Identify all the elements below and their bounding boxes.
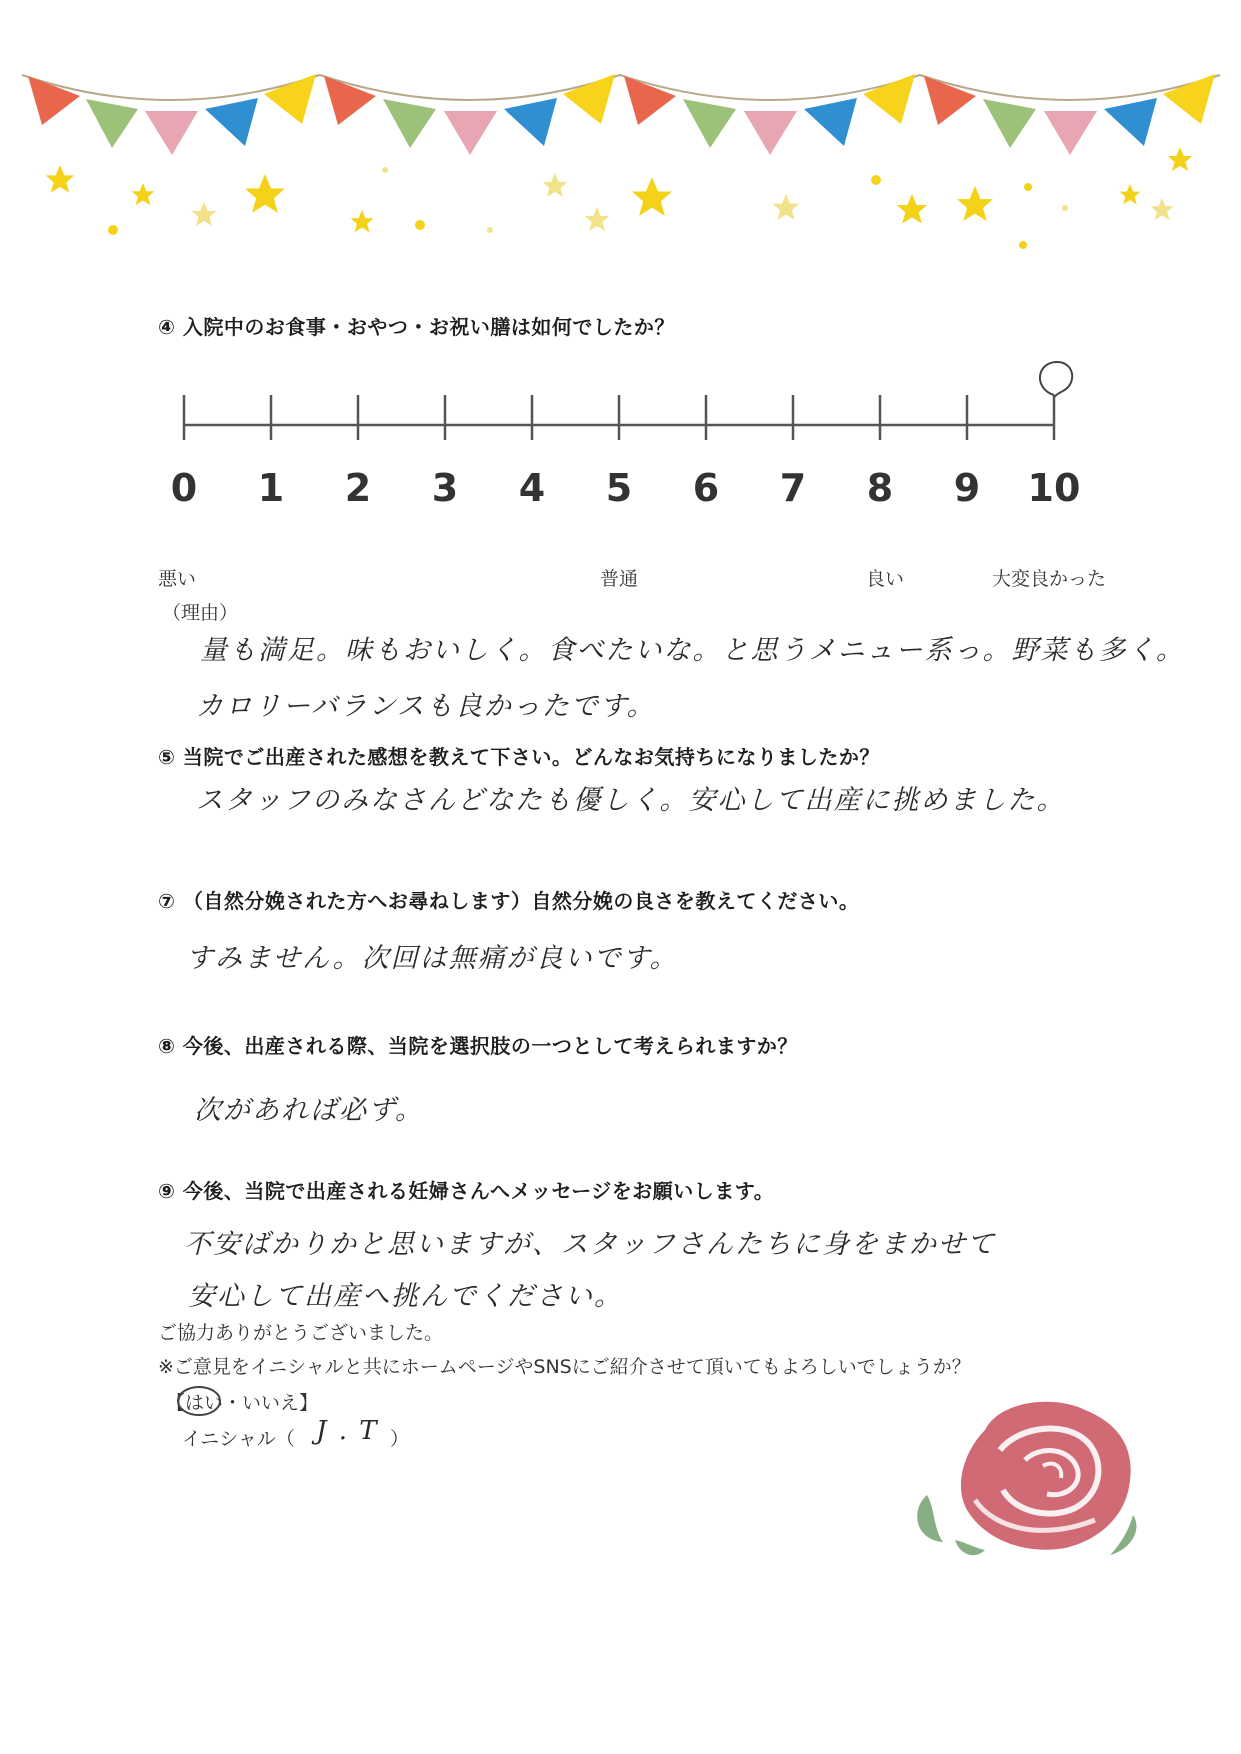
scale-label-7: 7 [779, 466, 807, 510]
q8-answer: 次があれば必ず。 [194, 1095, 424, 1126]
star-icon [1151, 198, 1174, 220]
scale-label-1: 1 [257, 466, 285, 510]
scale-label-8: 8 [866, 466, 894, 510]
bunting-flag [205, 98, 258, 146]
consent-yes-circle [175, 1382, 225, 1420]
bunting-flag [444, 111, 497, 155]
selected-value-circle [1040, 362, 1072, 397]
thanks-text: ご協力ありがとうございました。 [158, 1322, 444, 1344]
dot-icon [1024, 183, 1032, 191]
bunting-flag [504, 98, 557, 146]
bunting-banner [0, 0, 1241, 270]
dot-icon [415, 220, 425, 230]
initials-close: ） [390, 1428, 410, 1450]
star-icon [897, 194, 927, 224]
rating-scale [170, 355, 1090, 445]
star-icon [46, 165, 75, 193]
scale-label-9: 9 [953, 466, 981, 510]
bunting-flag [744, 111, 797, 155]
scale-label-10: 10 [1027, 466, 1081, 510]
bunting-flag [863, 74, 915, 124]
scale-label-0: 0 [170, 466, 198, 510]
question-9-title: ⑨ 今後、当院で出産される妊婦さんへメッセージをお願いします。 [158, 1179, 775, 1203]
bunting-flag [804, 98, 857, 146]
bunting-flag [1163, 74, 1215, 124]
star-icon [1168, 147, 1193, 171]
bunting-flag [983, 99, 1036, 148]
q4-answer-line-2: カロリーバランスも良かったです。 [196, 691, 656, 722]
question-8-title: ⑧ 今後、出産される際、当院を選択肢の一つとして考えられますか？ [158, 1034, 798, 1058]
dot-icon [1019, 241, 1027, 249]
q9-answer-line-1: 不安ばかりかと思いますが、スタッフさんたちに身をまかせて [184, 1229, 996, 1260]
scale-label-5: 5 [605, 466, 633, 510]
anchor-bad: 悪い [158, 568, 197, 590]
scale-label-2: 2 [344, 466, 372, 510]
bunting-flag [1104, 98, 1157, 146]
question-5-title: ⑤ 当院でご出産された感想を教えて下さい。どんなお気持ちになりましたか？ [158, 745, 880, 769]
bunting-flag [264, 74, 316, 124]
scale-label-6: 6 [692, 466, 720, 510]
star-icon [1120, 184, 1141, 204]
star-icon [632, 177, 672, 216]
star-icon [132, 183, 155, 205]
dot-icon [871, 175, 881, 185]
bunting-flag [86, 99, 138, 148]
dot-icon [382, 167, 388, 173]
star-icon [192, 202, 217, 226]
q4-answer-line-1: 量も満足。味もおいしく。食べたいな。と思うメニュー系っ。野菜も多く。 [200, 635, 1185, 666]
rose-illustration [905, 1390, 1165, 1610]
bunting-flag [563, 74, 615, 124]
star-icon [585, 207, 610, 231]
anchor-good: 良い [866, 568, 905, 590]
q9-answer-line-2: 安心して出産へ挑んでください。 [188, 1281, 623, 1312]
dot-icon [108, 225, 118, 235]
anchor-very-good: 大変良かった [992, 568, 1107, 590]
scale-label-3: 3 [431, 466, 459, 510]
star-icon [773, 194, 800, 220]
consent-options: 【はい・いいえ】 [166, 1392, 319, 1414]
anchor-normal: 普通 [600, 568, 639, 590]
bunting-flag [683, 99, 736, 148]
star-icon [351, 210, 374, 232]
bunting-flag [28, 76, 80, 125]
dot-icon [487, 227, 493, 233]
initials-value: J . T [316, 1416, 379, 1446]
initials-label: イニシャル（ [182, 1428, 295, 1450]
bunting-flag [1044, 111, 1097, 155]
dot-icon [1062, 205, 1068, 211]
question-4-title: ④ 入院中のお食事・おやつ・お祝い膳は如何でしたか？ [158, 315, 675, 339]
star-icon [543, 173, 568, 197]
consent-question: ※ご意見をイニシャルと共にホームページやSNSにご紹介させて頂いてもよろしいでしょうか？ [158, 1356, 971, 1378]
bunting-string [22, 75, 1220, 100]
star-icon [957, 186, 993, 221]
question-7-title: ⑦ （自然分娩された方へお尋ねします）自然分娩の良さを教えてください。 [158, 889, 860, 913]
bunting-flag [145, 111, 198, 155]
star-icon [245, 174, 285, 213]
q5-answer: スタッフのみなさんどなたも優しく。安心して出産に挑めました。 [196, 785, 1066, 816]
bunting-flag [383, 99, 436, 148]
reason-label: （理由） [162, 602, 239, 624]
q7-answer: すみません。次回は無痛が良いです。 [186, 943, 679, 974]
scale-label-4: 4 [518, 466, 546, 510]
